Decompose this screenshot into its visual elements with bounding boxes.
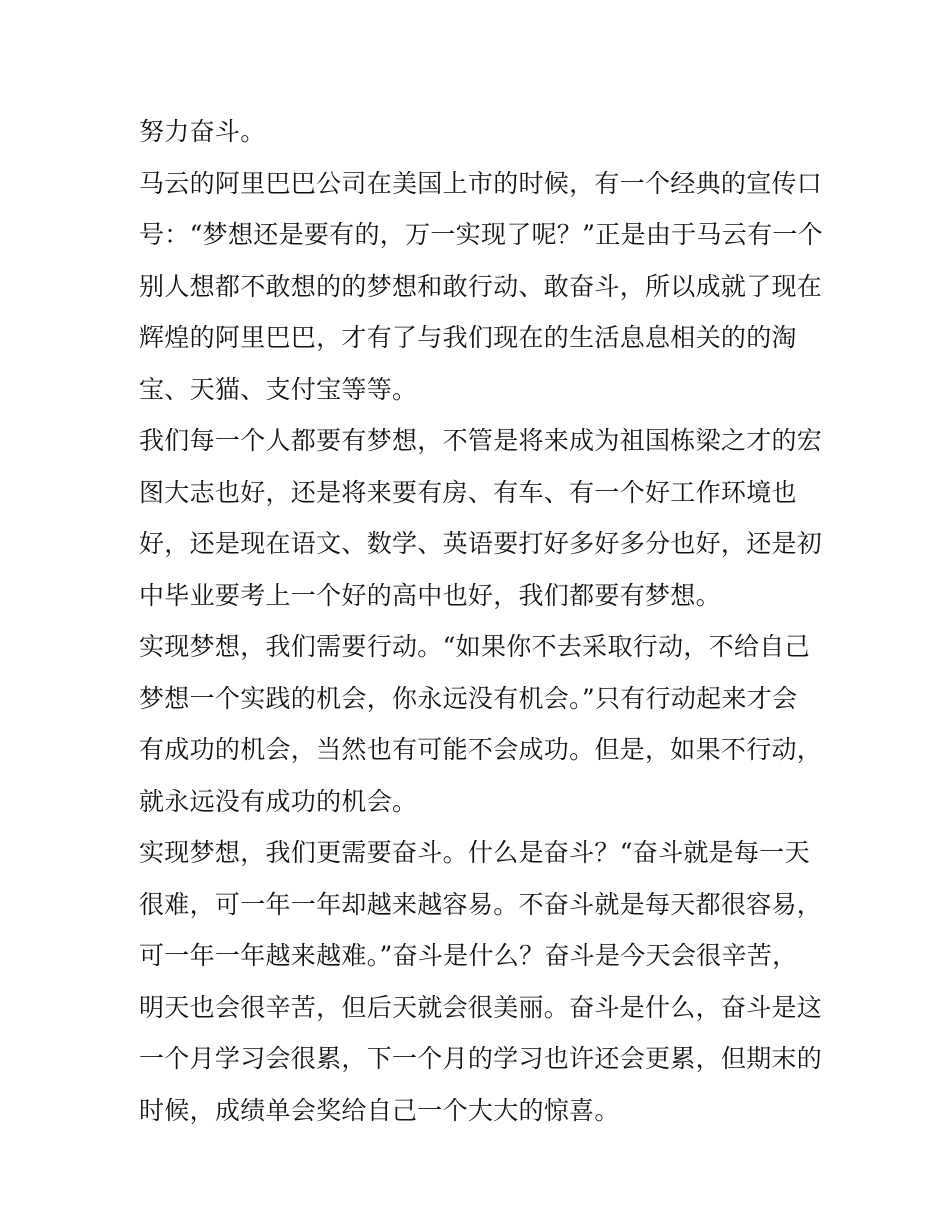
text-line: 就永远没有成功的机会。	[139, 786, 418, 816]
essay-body	[139, 106, 823, 1136]
text-line: 明天也会很辛苦，但后天就会很美丽。奋斗是什么，奋斗是这	[139, 992, 823, 1022]
text-line: 梦想一个实践的机会，你永远没有机会。”只有行动起来才会	[139, 683, 798, 713]
text-line: 辉煌的阿里巴巴，才有了与我们现在的生活息息相关的的淘	[139, 323, 797, 352]
text-line: 中毕业要考上一个好的高中也好，我们都要有梦想。	[139, 580, 721, 610]
text-line: 好，还是现在语文、数学、英语要打好多好多分也好，还是初	[139, 529, 823, 558]
text-line: 一个月学习会很累，下一个月的学习也许还会更累，但期末的	[139, 1044, 823, 1073]
text-line: 图大志也好，还是将来要有房、有车、有一个好工作环境也	[139, 477, 797, 507]
text-line: 马云的阿里巴巴公司在美国上市的时候，有一个经典的宣传口	[139, 168, 823, 198]
text-line: 我们每一个人都要有梦想，不管是将来成为祖国栋梁之才的宏	[139, 426, 823, 455]
text-line: 有成功的机会，当然也有可能不会成功。但是，如果不行动，	[139, 735, 823, 764]
text-line: 号：“梦想还是要有的，万一实现了呢？”正是由于马云有一个	[139, 220, 823, 249]
text-line: 可一年一年越来越难。”奋斗是什么？奋斗是今天会很辛苦，	[139, 941, 798, 970]
text-line: 实现梦想，我们需要行动。“如果你不去采取行动，不给自己	[139, 632, 810, 661]
text-line: 很难，可一年一年却越来越容易。不奋斗就是每天都很容易，	[139, 889, 823, 919]
text-line: 别人想都不敢想的的梦想和敢行动、敢奋斗，所以成就了现在	[139, 271, 823, 301]
text-line: 努力奋斗。	[139, 117, 266, 146]
text-line: 时候，成绩单会奖给自己一个大大的惊喜。	[139, 1095, 620, 1125]
text-line: 宝、天猫、支付宝等等。	[139, 374, 418, 404]
text-line: 实现梦想，我们更需要奋斗。什么是奋斗？“奋斗就是每一天	[139, 838, 810, 867]
